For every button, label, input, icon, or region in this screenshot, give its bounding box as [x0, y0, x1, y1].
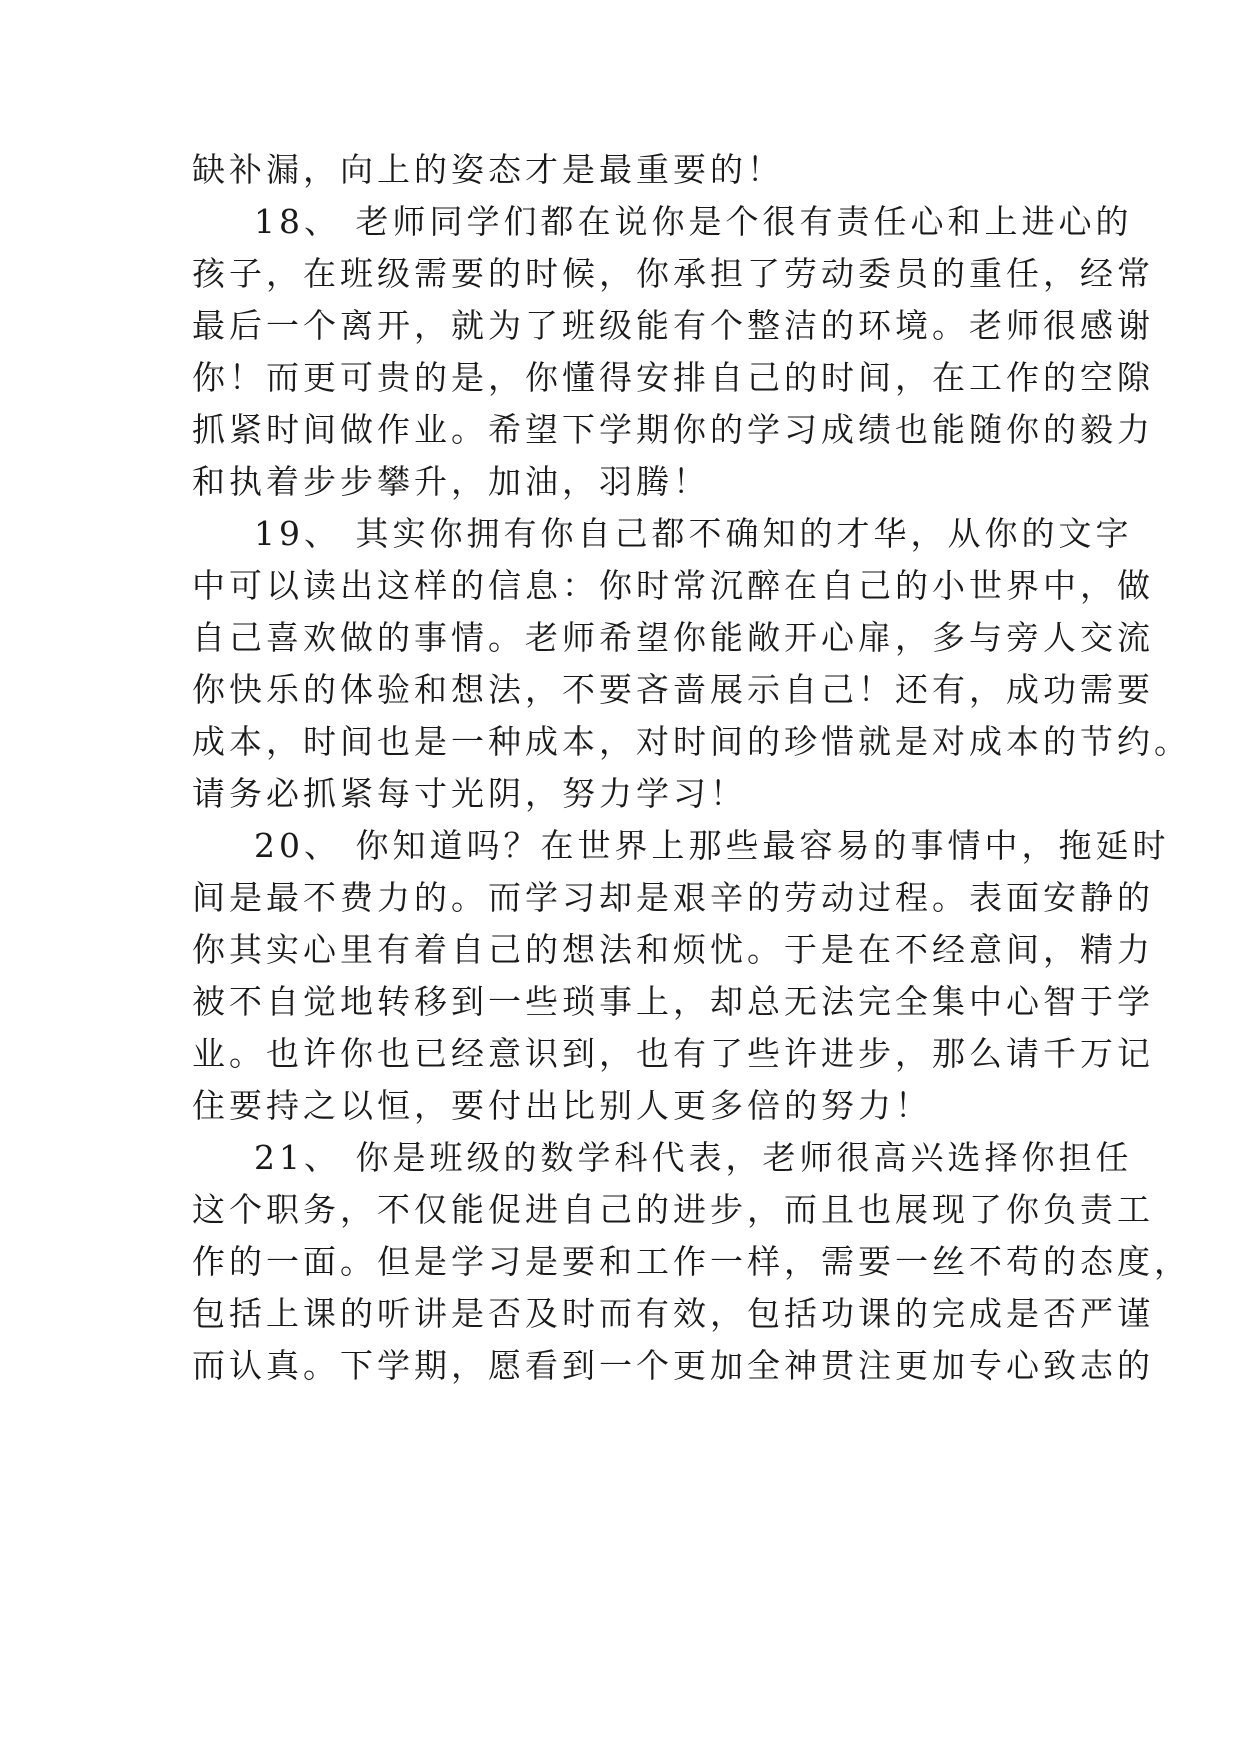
- text-line: 业。也许你也已经意识到，也有了些许进步，那么请千万记: [192, 1034, 1154, 1073]
- text-line: 这个职务，不仅能促进自己的进步，而且也展现了你负责工: [192, 1190, 1154, 1229]
- text-line: 中可以读出这样的信息：你时常沉醉在自己的小世界中，做: [192, 566, 1154, 605]
- text-line: 自己喜欢做的事情。老师希望你能敞开心扉，多与旁人交流: [192, 618, 1154, 657]
- paragraph-21-first-line: 21、 你是班级的数学科代表，老师很高兴选择你担任: [254, 1138, 1133, 1177]
- text-line: 请务必抓紧每寸光阴，努力学习！: [192, 774, 747, 813]
- text-line: 缺补漏，向上的姿态才是最重要的！: [192, 150, 784, 189]
- text-line: 你！而更可贵的是，你懂得安排自己的时间，在工作的空隙: [192, 358, 1154, 397]
- text-line: 孩子，在班级需要的时候，你承担了劳动委员的重任，经常: [192, 254, 1154, 293]
- text-line: 成本，时间也是一种成本，对时间的珍惜就是对成本的节约。: [192, 722, 1191, 761]
- text-line: 间是最不费力的。而学习却是艰辛的劳动过程。表面安静的: [192, 878, 1154, 917]
- paragraph-20-first-line: 20、 你知道吗？在世界上那些最容易的事情中，拖延时: [254, 826, 1170, 865]
- text-line: 住要持之以恒，要付出比别人更多倍的努力！: [192, 1086, 932, 1125]
- text-line: 包括上课的听讲是否及时而有效，包括功课的完成是否严谨: [192, 1294, 1154, 1333]
- paragraph-18-first-line: 18、 老师同学们都在说你是个很有责任心和上进心的: [254, 202, 1133, 241]
- text-line: 和执着步步攀升，加油，羽腾！: [192, 462, 710, 501]
- text-line: 最后一个离开，就为了班级能有个整洁的环境。老师很感谢: [192, 306, 1154, 345]
- text-line: 你快乐的体验和想法，不要吝啬展示自己！还有，成功需要: [192, 670, 1154, 709]
- text-line: 抓紧时间做作业。希望下学期你的学习成绩也能随你的毅力: [192, 410, 1154, 449]
- text-line: 被不自觉地转移到一些琐事上，却总无法完全集中心智于学: [192, 982, 1154, 1021]
- text-line: 作的一面。但是学习是要和工作一样，需要一丝不苟的态度，: [192, 1242, 1191, 1281]
- paragraph-19-first-line: 19、 其实你拥有你自己都不确知的才华，从你的文字: [254, 514, 1133, 553]
- text-line: 你其实心里有着自己的想法和烦忧。于是在不经意间，精力: [192, 930, 1154, 969]
- text-line: 而认真。下学期，愿看到一个更加全神贯注更加专心致志的: [192, 1346, 1154, 1385]
